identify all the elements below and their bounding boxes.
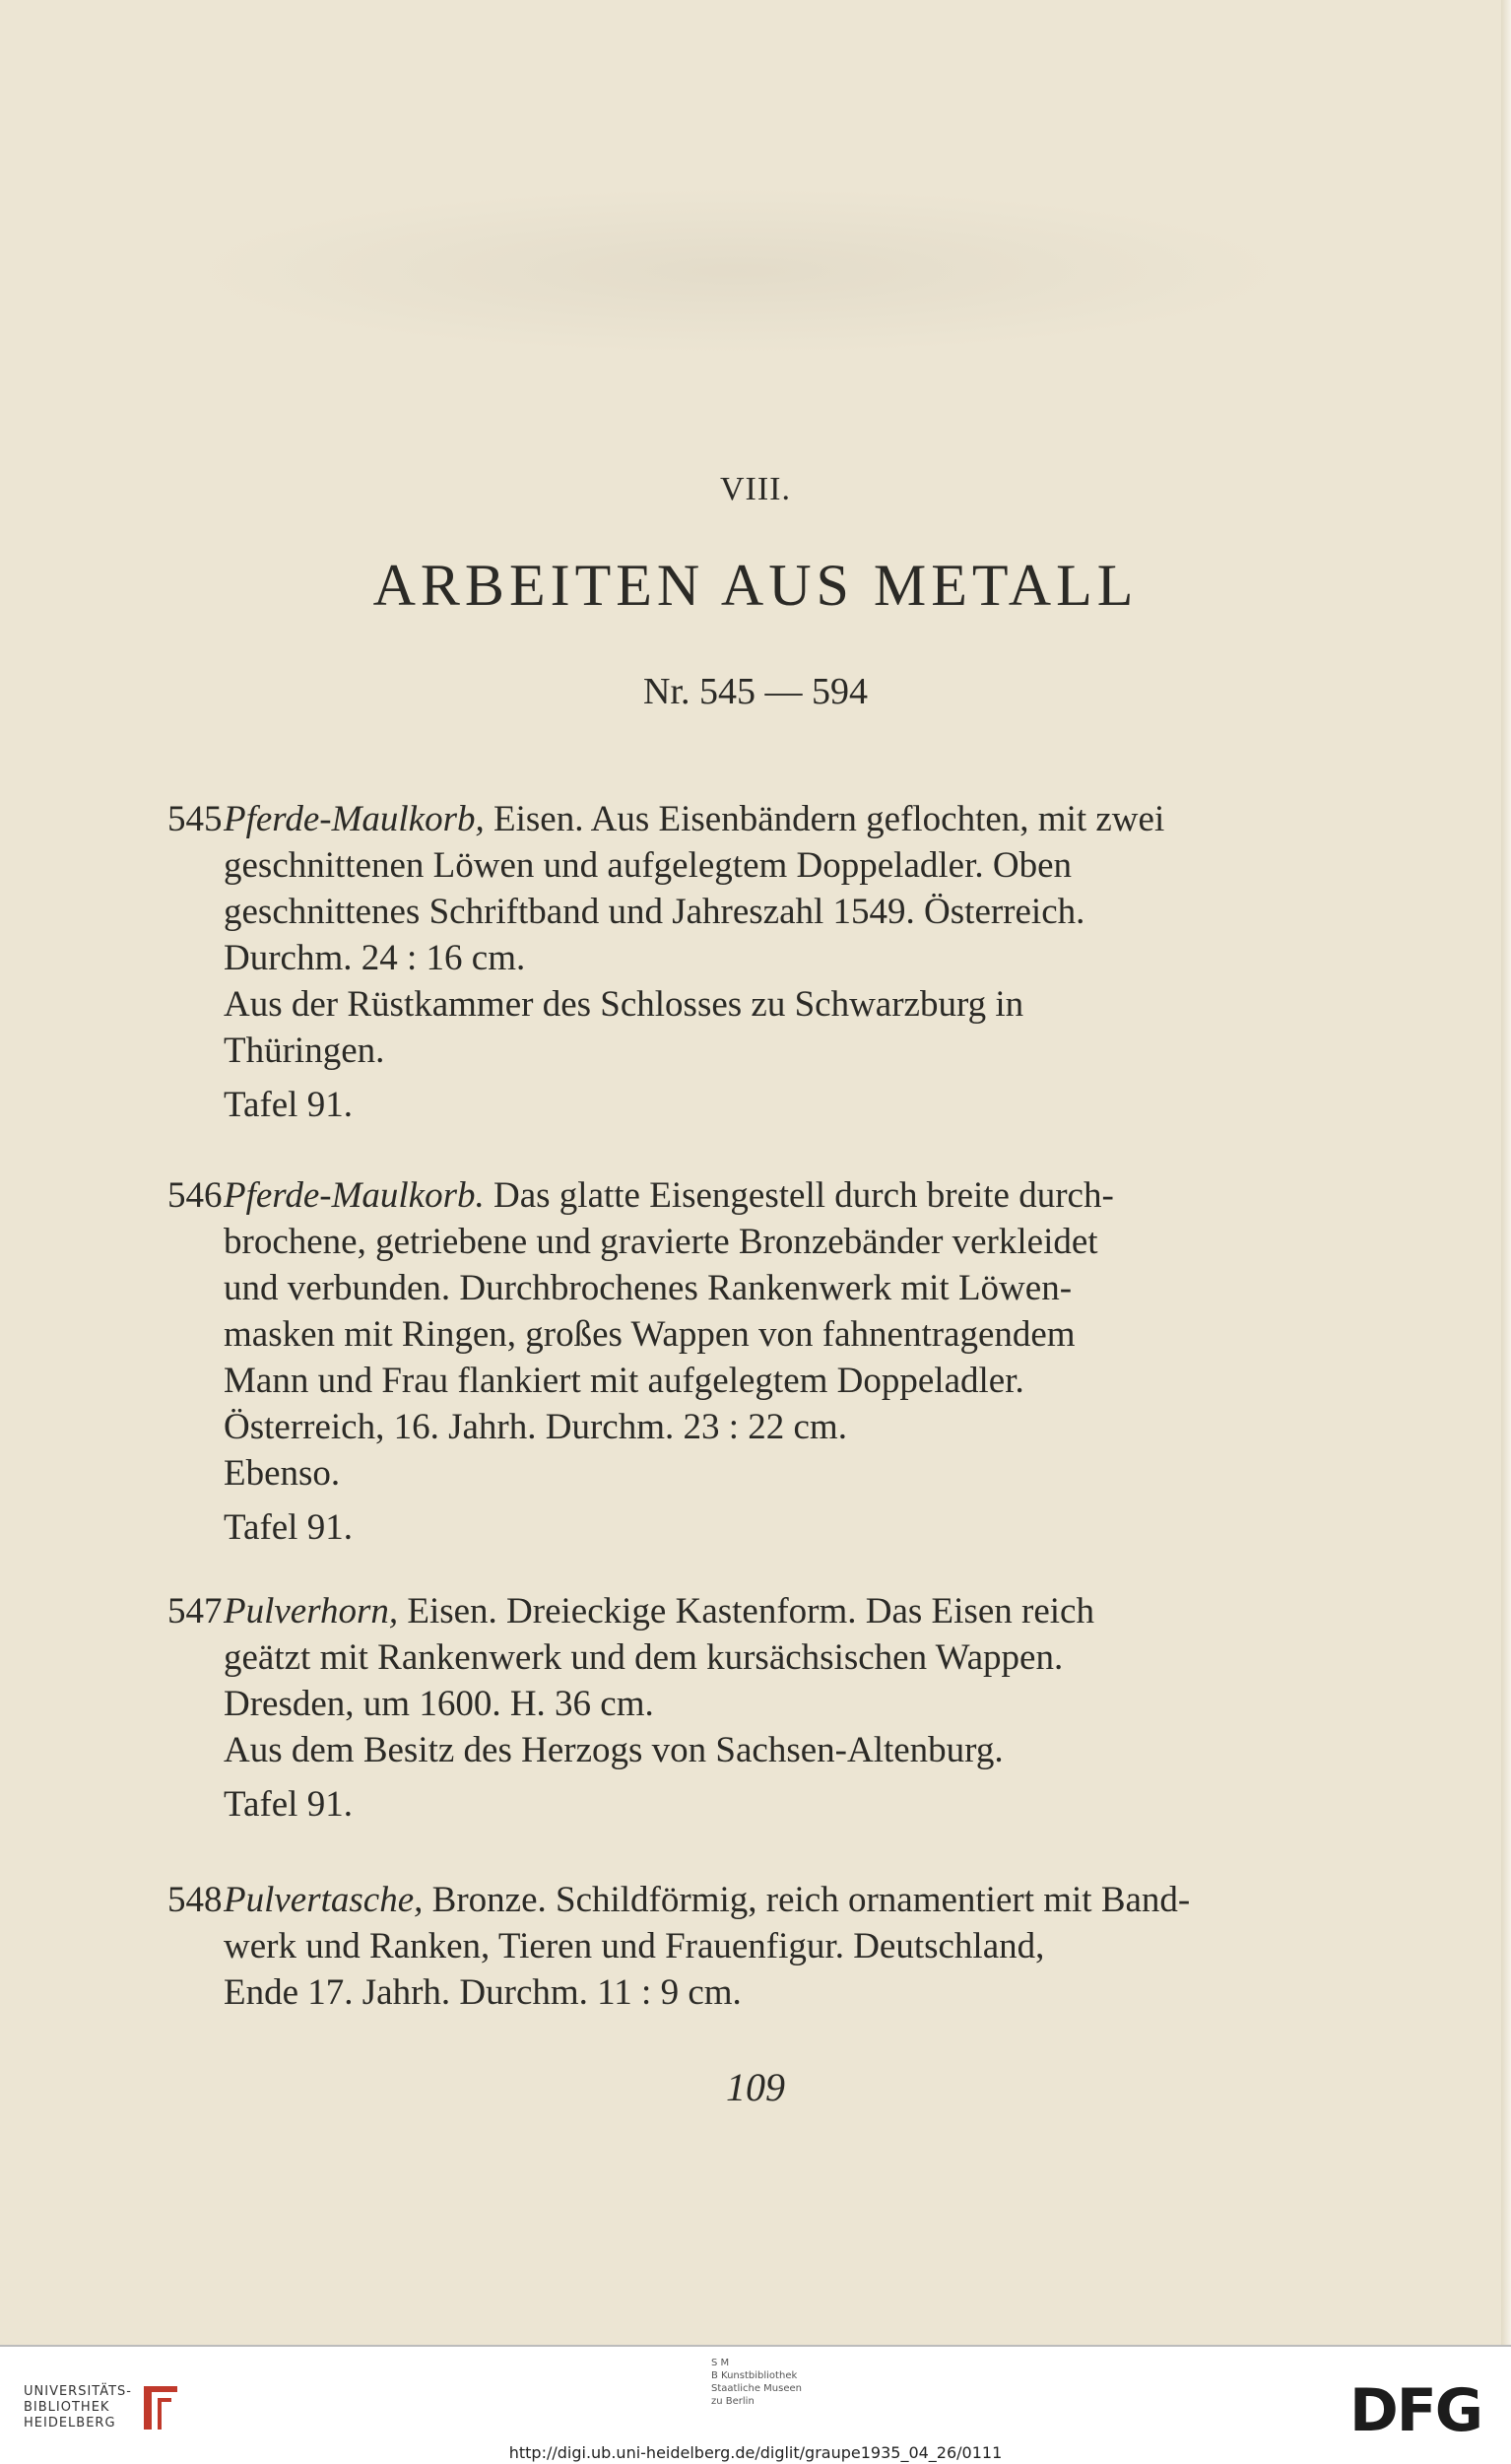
section-number: VIII. — [719, 471, 792, 507]
entry-line: Dresden, um 1600. H. 36 cm. — [224, 1684, 654, 1724]
library-logo-line: UNIVERSITÄTS- — [24, 2384, 132, 2399]
entry-line: Thüringen. — [224, 1031, 385, 1071]
entry-line: und verbunden. Durchbrochenes Rankenwerk mit Löwen- — [224, 1268, 1073, 1308]
entry-text: Eisen. Aus Eisenbändern geflochten, mit zwei — [484, 799, 1165, 839]
entry-line: Durchm. 24 : 16 cm. — [224, 938, 526, 978]
entry-text: Eisen. Dreieckige Kastenform. Das Eisen reich — [398, 1591, 1094, 1632]
entry-plate: Tafel 91. — [224, 1507, 353, 1548]
entry-first-line — [167, 1588, 1212, 1634]
stamp-line: Staatliche Museen — [711, 2383, 802, 2394]
entry-line: Österreich, 16. Jahrh. Durchm. 23 : 22 cm. — [224, 1407, 847, 1447]
viewer-footer — [0, 2345, 1511, 2464]
dfg-logo[interactable]: DFG — [1349, 2376, 1482, 2445]
catalog-entry-546 — [167, 1172, 1212, 1551]
entry-number: 548 — [167, 1880, 223, 1920]
stamp-line: S M — [711, 2358, 730, 2368]
entry-line: Mann und Frau flankiert mit aufgelegtem Doppeladler. — [224, 1361, 1024, 1401]
entry-name: Pferde-Maulkorb. — [224, 1175, 485, 1216]
entry-line: Aus dem Besitz des Herzogs von Sachsen-Altenburg. — [224, 1730, 1004, 1770]
entry-line: Aus der Rüstkammer des Schlosses zu Schwarzburg in — [224, 984, 1024, 1025]
stamp-line: B Kunstbibliothek — [711, 2370, 798, 2381]
entry-line: werk und Ranken, Tieren und Frauenfigur. Deutschland, — [224, 1926, 1045, 1966]
entry-line: geätzt mit Rankenwerk und dem kursächsischen Wappen. — [224, 1637, 1064, 1678]
entry-line: geschnittenen Löwen und aufgelegtem Doppeladler. Oben — [224, 845, 1072, 886]
show-through-bleed — [187, 187, 1290, 355]
entry-plate: Tafel 91. — [224, 1784, 353, 1825]
entry-line: brochene, getriebene und gravierte Bronzebänder verkleidet — [224, 1222, 1098, 1262]
library-logo-line: BIBLIOTHEK — [24, 2400, 110, 2415]
section-title: ARBEITEN AUS METALL — [372, 553, 1139, 618]
catalog-entry-548 — [167, 1877, 1212, 2016]
footer-divider — [0, 2345, 1511, 2347]
entry-plate: Tafel 91. — [224, 1085, 353, 1125]
entry-first-line — [167, 796, 1212, 842]
library-logo-text[interactable] — [24, 2384, 132, 2431]
entry-name: Pulvertasche, — [224, 1880, 424, 1920]
entry-text: Das glatte Eisengestell durch breite durch- — [484, 1175, 1114, 1216]
entry-name: Pferde-Maulkorb, — [224, 799, 485, 839]
entry-first-line — [167, 1877, 1212, 1923]
entry-line: Ebenso. — [224, 1453, 341, 1494]
entry-line: geschnittenes Schriftband und Jahreszahl 1549. Österreich. — [224, 892, 1085, 932]
museum-stamp — [711, 2357, 802, 2408]
page-edge — [1501, 0, 1511, 2345]
entry-text: Bronze. Schildförmig, reich ornamentiert mit Band- — [423, 1880, 1191, 1920]
section-range: Nr. 545 — 594 — [643, 671, 868, 712]
permalink-url[interactable]: http://digi.ub.uni-heidelberg.de/diglit/graupe1935_04_26/0111 — [508, 2443, 1003, 2462]
entry-number: 546 — [167, 1175, 223, 1216]
catalog-entry-545 — [167, 796, 1212, 1128]
library-logo-line: HEIDELBERG — [24, 2416, 116, 2431]
catalog-entry-547 — [167, 1588, 1212, 1828]
entry-name: Pulverhorn, — [224, 1591, 399, 1632]
entry-number: 545 — [167, 799, 223, 839]
page-number: 109 — [726, 2065, 785, 2109]
entry-line: Ende 17. Jahrh. Durchm. 11 : 9 cm. — [224, 1972, 742, 2013]
entry-first-line — [167, 1172, 1212, 1219]
entry-number: 547 — [167, 1591, 223, 1632]
entry-line: masken mit Ringen, großes Wappen von fahnentragendem — [224, 1314, 1076, 1355]
library-emblem-icon[interactable] — [138, 2380, 183, 2435]
stamp-line: zu Berlin — [711, 2396, 755, 2407]
